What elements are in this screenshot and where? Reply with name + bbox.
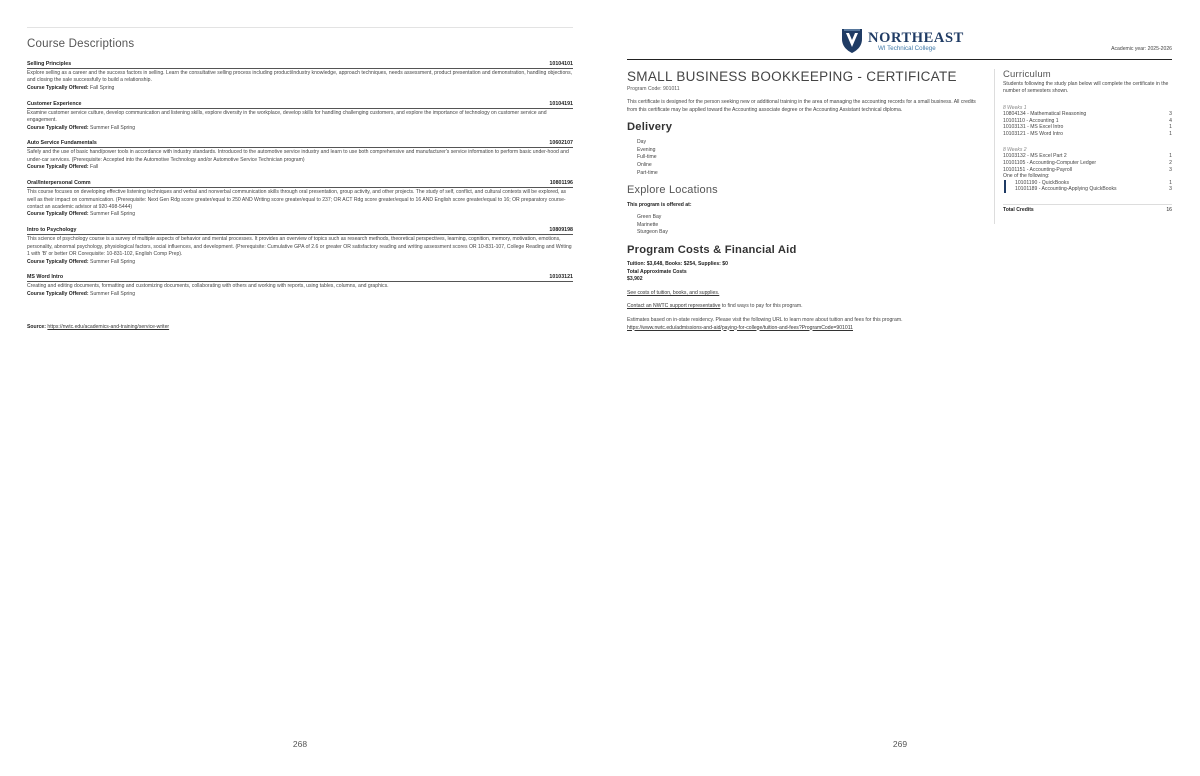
offered-terms: Summer Fall Spring <box>90 124 136 131</box>
course-credits: 1 <box>1169 179 1172 186</box>
support-link-row <box>627 303 979 311</box>
curriculum-row <box>1015 186 1172 193</box>
course-name: Auto Service Fundamentals <box>27 140 97 147</box>
course-header <box>27 227 573 235</box>
course-entry <box>27 180 573 219</box>
curriculum-row <box>1003 118 1172 125</box>
course-title: 10101151 - Accounting-Payroll <box>1003 166 1072 173</box>
offered-label: Course Typically Offered: <box>27 258 89 265</box>
costs-breakdown: Tuition: $3,648, Books: $254, Supplies: $0 <box>627 260 728 267</box>
course-title: 10103132 - MS Excel Part 2 <box>1003 153 1067 160</box>
course-code: 10801196 <box>549 180 573 187</box>
course-title: 10103131 - MS Excel Intro <box>1003 124 1064 131</box>
course-entry <box>27 227 573 266</box>
shield-icon <box>841 27 863 54</box>
course-credits: 1 <box>1169 124 1172 131</box>
course-credits: 2 <box>1169 159 1172 166</box>
locations-list <box>637 214 979 237</box>
total-credits-label: Total Credits <box>1003 206 1034 213</box>
delivery-heading: Delivery <box>627 121 673 134</box>
course-code: 10602107 <box>549 140 573 147</box>
list-item: Part-time <box>637 169 658 176</box>
logo-subtitle: WI Technical College <box>878 45 936 52</box>
course-header <box>27 274 573 282</box>
course-title: 10101110 - Accounting 1 <box>1003 117 1059 124</box>
academic-year: Academic year: 2025-2026 <box>1111 46 1172 52</box>
course-credits: 3 <box>1169 111 1172 117</box>
list-item: Sturgeon Bay <box>637 229 668 236</box>
list-item: Online <box>637 161 652 168</box>
offered-label: Course Typically Offered: <box>27 211 89 218</box>
course-offered <box>27 164 573 171</box>
offered-terms: Summer Fall Spring <box>90 290 136 297</box>
offered-label: Course Typically Offered: <box>27 290 89 297</box>
offered-label: Course Typically Offered: <box>27 84 89 91</box>
course-credits: 4 <box>1169 117 1172 124</box>
course-credits: 1 <box>1169 130 1172 137</box>
course-name: Oral/Interpersonal Comm <box>27 180 91 187</box>
curriculum-heading: Curriculum <box>1003 69 1051 80</box>
offered-label: Course Typically Offered: <box>27 164 89 171</box>
course-title: 10101105 - Accounting-Computer Ledger <box>1003 159 1097 166</box>
choose-one-label: One of the following: <box>1003 173 1050 180</box>
course-offered <box>27 85 573 92</box>
total-costs-label: Total Approximate Costs <box>627 268 687 275</box>
tuition-fees-link[interactable]: https://www.nwtc.edu/admissions-and-aid/paying-for-college/tuition-and-fees?ProgramCode=901011 <box>627 324 853 331</box>
costs-link[interactable]: See costs of tuition, books, and supplies. <box>627 289 720 296</box>
page-number: 268 <box>292 739 308 749</box>
curriculum-row <box>1003 111 1172 118</box>
total-costs-value: $3,902 <box>627 276 643 283</box>
column-divider <box>994 69 995 224</box>
course-title: 10101190 - QuickBooks <box>1015 179 1069 186</box>
course-description: Examine customer service culture, develop communication and listening skills, explore diversity in the workplace, develop skills for handling challenging customers, and explore the importance of technology on customer service and engagement. <box>27 109 547 124</box>
program-main-column <box>627 69 979 332</box>
elective-choice-group <box>1004 180 1172 193</box>
curriculum-row <box>1003 124 1172 131</box>
costs-link-row <box>627 290 979 298</box>
course-title: 10103121 - MS Word Intro <box>1003 130 1063 137</box>
course-name: MS Word Intro <box>27 274 64 281</box>
header-divider <box>627 59 1172 60</box>
course-header <box>27 61 573 69</box>
offered-label: Course Typically Offered: <box>27 124 89 131</box>
total-credits-row <box>1003 204 1172 213</box>
course-code: 10104101 <box>549 61 573 67</box>
offered-at-label: This program is offered at: <box>627 202 692 209</box>
course-description: This science of psychology course is a survey of multiple aspects of behavior and mental processes. It provides an overview of topics such as research methods, theoretical perspectives, learning, cognition, memory, motivation, emotions, personality, abnormal psychology, physiological factors, social influences, and development. (Prerequisite: Cumulative GPA of 2.6 or greater OR satisfactory reading and writing assessment scores OR 10-831-107, College Reading and Writing 1 with 'B' or better OR Corequisite: 10-831-102, English Comp Prep). <box>27 236 572 258</box>
list-item: Marinette <box>637 221 659 228</box>
source-label: Source: <box>27 324 46 330</box>
course-credits: 3 <box>1169 166 1172 173</box>
page-number: 269 <box>892 739 908 749</box>
course-code: 10103121 <box>549 274 573 281</box>
curriculum-intro: Students following the study plan below will complete the certificate in the number of semesters shown. <box>1003 81 1169 94</box>
offered-terms: Fall <box>90 164 99 171</box>
estimates-text: Estimates based on in-state residency. Please visit the following URL to learn more about tuition and fees for this program. <box>627 316 903 323</box>
course-title: 10804134 - Mathematical Reasoning <box>1003 111 1087 117</box>
list-item: Green Bay <box>637 214 662 221</box>
course-description: Safely and the use of basic hand/power tools in accordance with industry standards. Introduced to the automotive service industry and learn to use both comprehensive and manufacturer's service information to perform basic under-hood and under-car services. (Prerequisite: Accepted into the Automotive Technology and/or Automotive Service Technician program) <box>27 149 569 163</box>
course-header <box>27 180 573 188</box>
course-code: 10104191 <box>549 100 573 107</box>
course-name: Intro to Psychology <box>27 227 77 234</box>
curriculum-row <box>1003 167 1172 174</box>
course-offered <box>27 125 573 132</box>
course-offered <box>27 259 573 266</box>
list-item: Evening <box>637 146 656 153</box>
course-description: Explore selling as a career and the success factors in selling. Learn the consultative selling process including product/industry knowledge, approach techniques, needs assessment, product presentation and demonstration, handling objections, and closing the sale successfully to build a relationship. <box>27 70 573 84</box>
costs-heading: Program Costs & Financial Aid <box>627 243 797 256</box>
page-heading: Course Descriptions <box>27 38 135 50</box>
delivery-list <box>637 139 979 177</box>
source-link[interactable]: https://nwtc.edu/academics-and-training/service-writer <box>47 324 170 330</box>
course-description: This course focuses on developing effective listening techniques and verbal and nonverbal communication skills through oral presentation, group activity, and other projects. The study of self, conflict, and cultural contexts will be explored, as well as their impact on communication. (Prerequisite: Next Gen Rdg score greater/equal to 250 AND Writing score greater/equal to 237; OR ACT Rdg score greater/equal to 16 AND English score greater/equal to 16; OR preparatory course-contact an academic advisor at 920-498-5444) <box>27 189 567 210</box>
program-title: SMALL BUSINESS BOOKKEEPING - CERTIFICATE <box>627 69 957 84</box>
course-code: 10809198 <box>549 227 573 234</box>
offered-terms: Summer Fall Spring <box>90 211 136 218</box>
list-item: Day <box>637 139 647 146</box>
curriculum-row <box>1003 131 1172 138</box>
offered-terms: Summer Fall Spring <box>90 258 136 265</box>
college-logo <box>841 27 964 55</box>
course-header <box>27 101 573 109</box>
course-title: 10101189 - Accounting-Applying QuickBooks <box>1015 186 1117 193</box>
list-item: Full-time <box>637 154 657 161</box>
support-link[interactable]: Contact an NWTC support representative <box>627 303 721 310</box>
course-credits: 3 <box>1169 186 1172 193</box>
course-entry <box>27 140 573 171</box>
offered-terms: Fall Spring <box>90 84 115 91</box>
term-label: 8 Weeks 2 <box>1003 147 1027 154</box>
course-header <box>27 140 573 148</box>
logo-wordmark: NORTHEAST <box>868 30 964 46</box>
course-offered <box>27 291 573 298</box>
curriculum-row <box>1003 153 1172 160</box>
course-entry <box>27 101 573 132</box>
program-description: This certificate is designed for the person seeking new or additional training in the area of managing the accounting records for a small business. All credits from this certificate may be applied toward the Accounting associate degree or the Accounting Assistant technical diploma. <box>627 99 976 113</box>
curriculum-row <box>1015 180 1172 187</box>
estimates-note <box>627 317 979 332</box>
total-credits-value: 16 <box>1166 206 1172 213</box>
course-list <box>27 61 573 307</box>
locations-heading: Explore Locations <box>627 184 718 197</box>
course-entry <box>27 61 573 92</box>
course-name: Selling Principles <box>27 61 72 67</box>
course-description: Creating and editing documents, formatting and customizing documents, collaborating with others and working with reports, using tables, columns, and graphics. <box>27 283 389 290</box>
source-citation <box>27 324 169 330</box>
term-label: 8 Weeks 1 <box>1003 105 1027 111</box>
program-code: Program Code: 901011 <box>627 86 680 92</box>
course-offered <box>27 211 573 218</box>
right-page <box>600 0 1200 776</box>
curriculum-row <box>1003 160 1172 167</box>
top-divider <box>27 27 573 28</box>
course-entry <box>27 274 573 298</box>
course-credits: 1 <box>1169 153 1172 160</box>
curriculum-column <box>1003 69 1172 213</box>
support-link-text: to find ways to pay for this program. <box>720 303 803 310</box>
course-name: Customer Experience <box>27 100 82 107</box>
